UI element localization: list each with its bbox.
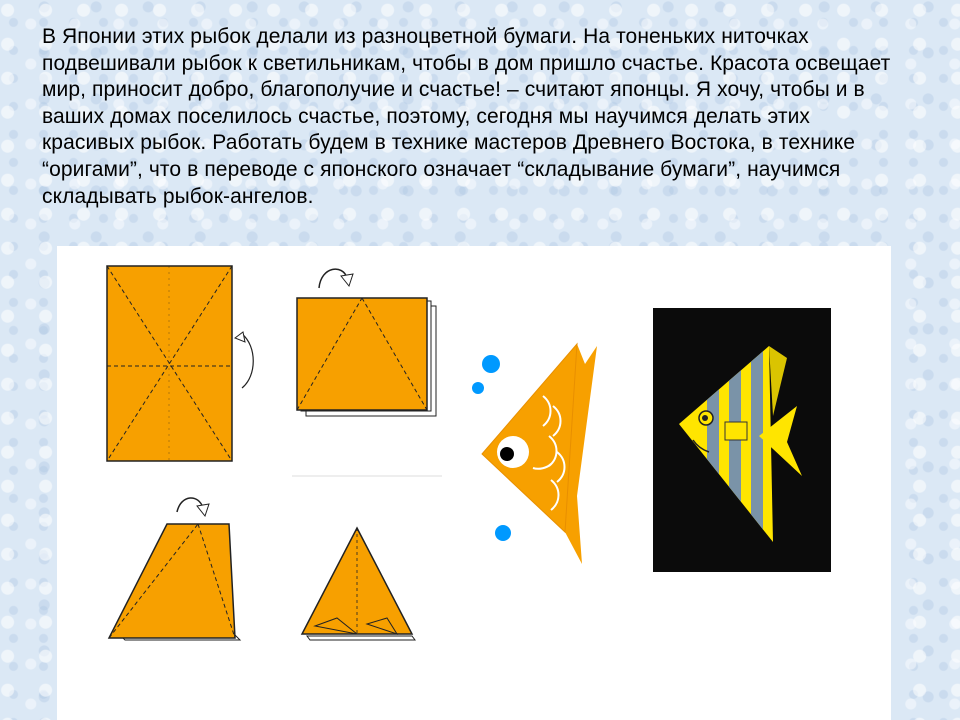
- intro-text: В Японии этих рыбок делали из разноцветной бумаги. На тоненьких ниточках подвешивали рыбок к светильникам, чтобы в дом пришло счастье. Красота освещает мир, приносит добро, благополучие и счастье! – считают японцы. Я хочу, чтобы и в ваших домах поселилось счастье, поэтому, сегодня мы научимся делать этих красивых рыбок. Работать будем в технике мастеров Древнего Востока, в технике “оригами”, что в переводе с японского означает “складывание бумаги”, научимся складывать рыбок-ангелов.: [42, 25, 891, 208]
- origami-diagram: [57, 246, 891, 720]
- fold-arrow-icon: [235, 332, 253, 388]
- step-1-rectangle-diagram: [107, 266, 232, 461]
- step-2-square-diagram: [297, 298, 436, 416]
- origami-fish-photo: [653, 308, 831, 572]
- step-4-triangle-diagram: [302, 528, 415, 640]
- fold-over-arrow-icon: [177, 498, 209, 516]
- fold-over-arrow-icon: [319, 269, 353, 288]
- step-3-trapezoid-diagram: [109, 524, 240, 640]
- origami-instructions-panel: [57, 246, 891, 720]
- drawn-fish-illustration: [469, 328, 633, 576]
